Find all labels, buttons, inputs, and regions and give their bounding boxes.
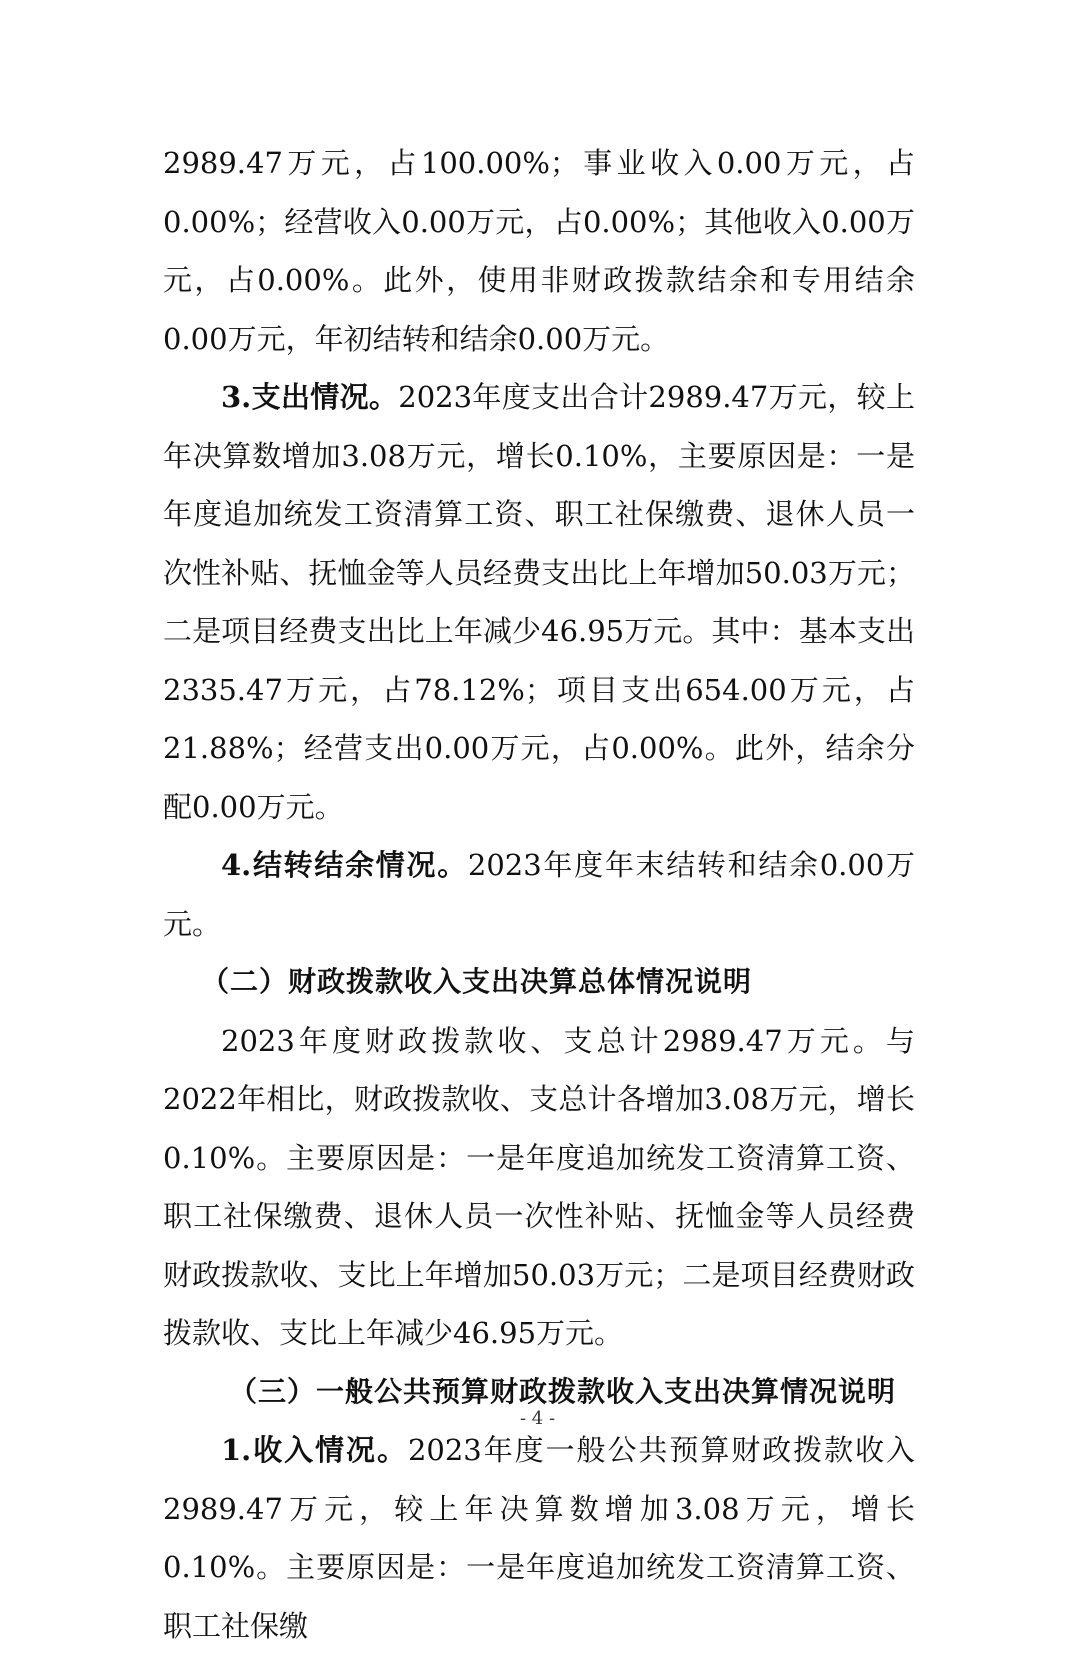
- paragraph-income-continued: 2989.47万元，占100.00%；事业收入0.00万元，占0.00%；经营收入0.00万元，占0.00%；其他收入0.00万元，占0.00%。此外，使用非财政拨款结余和专用结余0.00万元，年初结转和结余0.00万元。: [163, 146, 915, 356]
- section-heading-3: （三）一般公共预算财政拨款收入支出决算情况说明: [229, 1374, 897, 1408]
- subheading-income: 1.收入情况。: [221, 1433, 408, 1467]
- general-budget-income-text: 2023年度一般公共预算财政拨款收入2989.47万元，较上年决算数增加3.08万元，增长0.10%。主要原因是：一是年度追加统发工资清算工资、职工社保缴: [163, 1433, 915, 1643]
- subheading-expenditure: 3.支出情况。: [221, 380, 399, 414]
- paragraph-general-budget-income: [163, 1421, 915, 1655]
- paragraph-carryover: [163, 836, 915, 953]
- page-number: - 4 -: [519, 1408, 556, 1429]
- paragraph-expenditure: [163, 368, 915, 836]
- expenditure-text: 2023年度支出合计2989.47万元，较上年决算数增加3.08万元，增长0.10%，主要原因是：一是年度追加统发工资清算工资、职工社保缴费、退休人员一次性补贴、抚恤金等人员经费支出比上年增加50.03万元；二是项目经费支出比上年减少46.95万元。其中：基本支出2335.47万元，占78.12%；项目支出654.00万元，占21.88%；经营支出0.00万元，占0.00%。此外，结余分配0.00万元。: [163, 380, 915, 824]
- carryover-text: 2023年度年末结转和结余0.00万元。: [163, 848, 916, 941]
- paragraph-fiscal-overview: 2023年度财政拨款收、支总计2989.47万元。与2022年相比，财政拨款收、支总计各增加3.08万元，增长0.10%。主要原因是：一是年度追加统发工资清算工资、职工社保缴费、退休人员一次性补贴、抚恤金等人员经费财政拨款收、支比上年增加50.03万元；二是项目经费财政拨款收、支比上年减少46.95万元。: [163, 1023, 915, 1350]
- subheading-carryover: 4.结转结余情况。: [221, 848, 468, 882]
- section-heading-2: （二）财政拨款收入支出决算总体情况说明: [201, 965, 753, 998]
